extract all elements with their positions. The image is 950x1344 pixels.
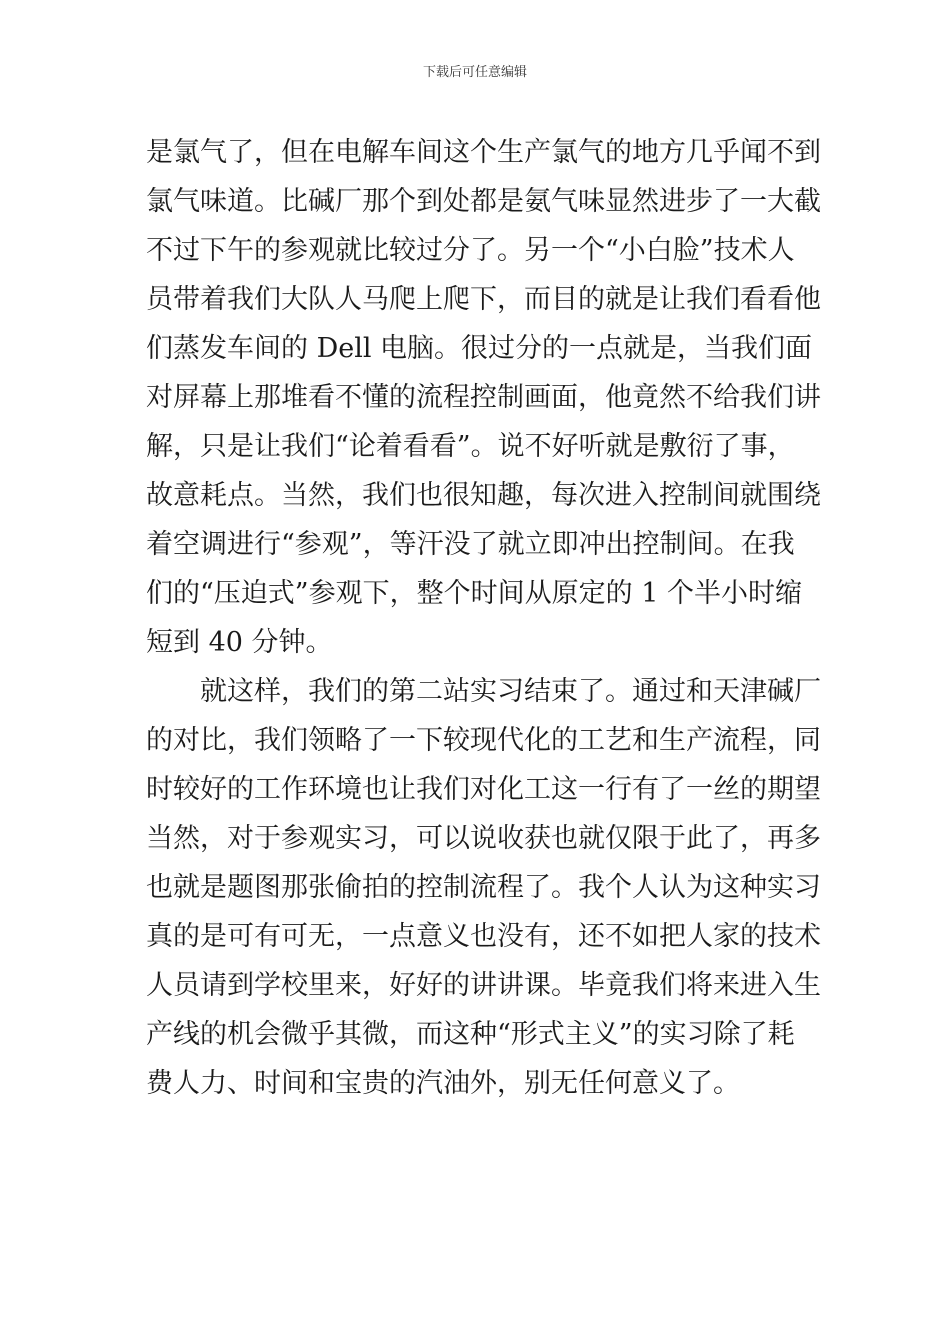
text-line: 产线的机会微乎其微，而这种“形式主义”的实习除了耗 bbox=[146, 1019, 795, 1050]
text-line: 人员请到学校里来，好好的讲讲课。毕竟我们将来进入生 bbox=[146, 970, 821, 1001]
text-line: 着空调进行“参观”，等汗没了就立即冲出控制间。在我 bbox=[146, 529, 795, 560]
text-line: 也就是题图那张偷拍的控制流程了。我个人认为这种实习 bbox=[146, 872, 821, 903]
text-line: 时较好的工作环境也让我们对化工这一行有了一丝的期望 bbox=[146, 774, 821, 805]
text-line: 费人力、时间和宝贵的汽油外，别无任何意义了。 bbox=[146, 1068, 740, 1099]
text-line: 当然，对于参观实习，可以说收获也就仅限于此了，再多 bbox=[146, 823, 821, 854]
text-line: 们蒸发车间的 Dell 电脑。很过分的一点就是，当我们面 bbox=[146, 333, 813, 364]
text-line: 的对比，我们领略了一下较现代化的工艺和生产流程，同 bbox=[146, 725, 821, 756]
text-line: 们的“压迫式”参观下，整个时间从原定的 1 个半小时缩 bbox=[146, 578, 802, 609]
text-line: 氯气味道。比碱厂那个到处都是氨气味显然进步了一大截 bbox=[146, 186, 821, 217]
paragraph-start-line: 就这样，我们的第二站实习结束了。通过和天津碱厂 bbox=[200, 676, 821, 707]
text-line: 解，只是让我们“论着看看”。说不好听就是敷衍了事， bbox=[146, 431, 795, 462]
text-line: 故意耗点。当然，我们也很知趣，每次进入控制间就围绕 bbox=[146, 480, 821, 511]
text-line: 不过下午的参观就比较过分了。另一个“小白脸”技术人 bbox=[146, 235, 795, 266]
text-line: 短到 40 分钟。 bbox=[146, 627, 333, 658]
header-note: 下载后可任意编辑 bbox=[422, 65, 527, 80]
text-line: 是氯气了，但在电解车间这个生产氯气的地方几乎闻不到 bbox=[146, 137, 821, 168]
text-line: 真的是可有可无，一点意义也没有，还不如把人家的技术 bbox=[146, 921, 821, 952]
text-line: 员带着我们大队人马爬上爬下，而目的就是让我们看看他 bbox=[146, 284, 821, 315]
text-line: 对屏幕上那堆看不懂的流程控制画面，他竟然不给我们讲 bbox=[146, 382, 821, 413]
body-text bbox=[146, 128, 821, 1108]
